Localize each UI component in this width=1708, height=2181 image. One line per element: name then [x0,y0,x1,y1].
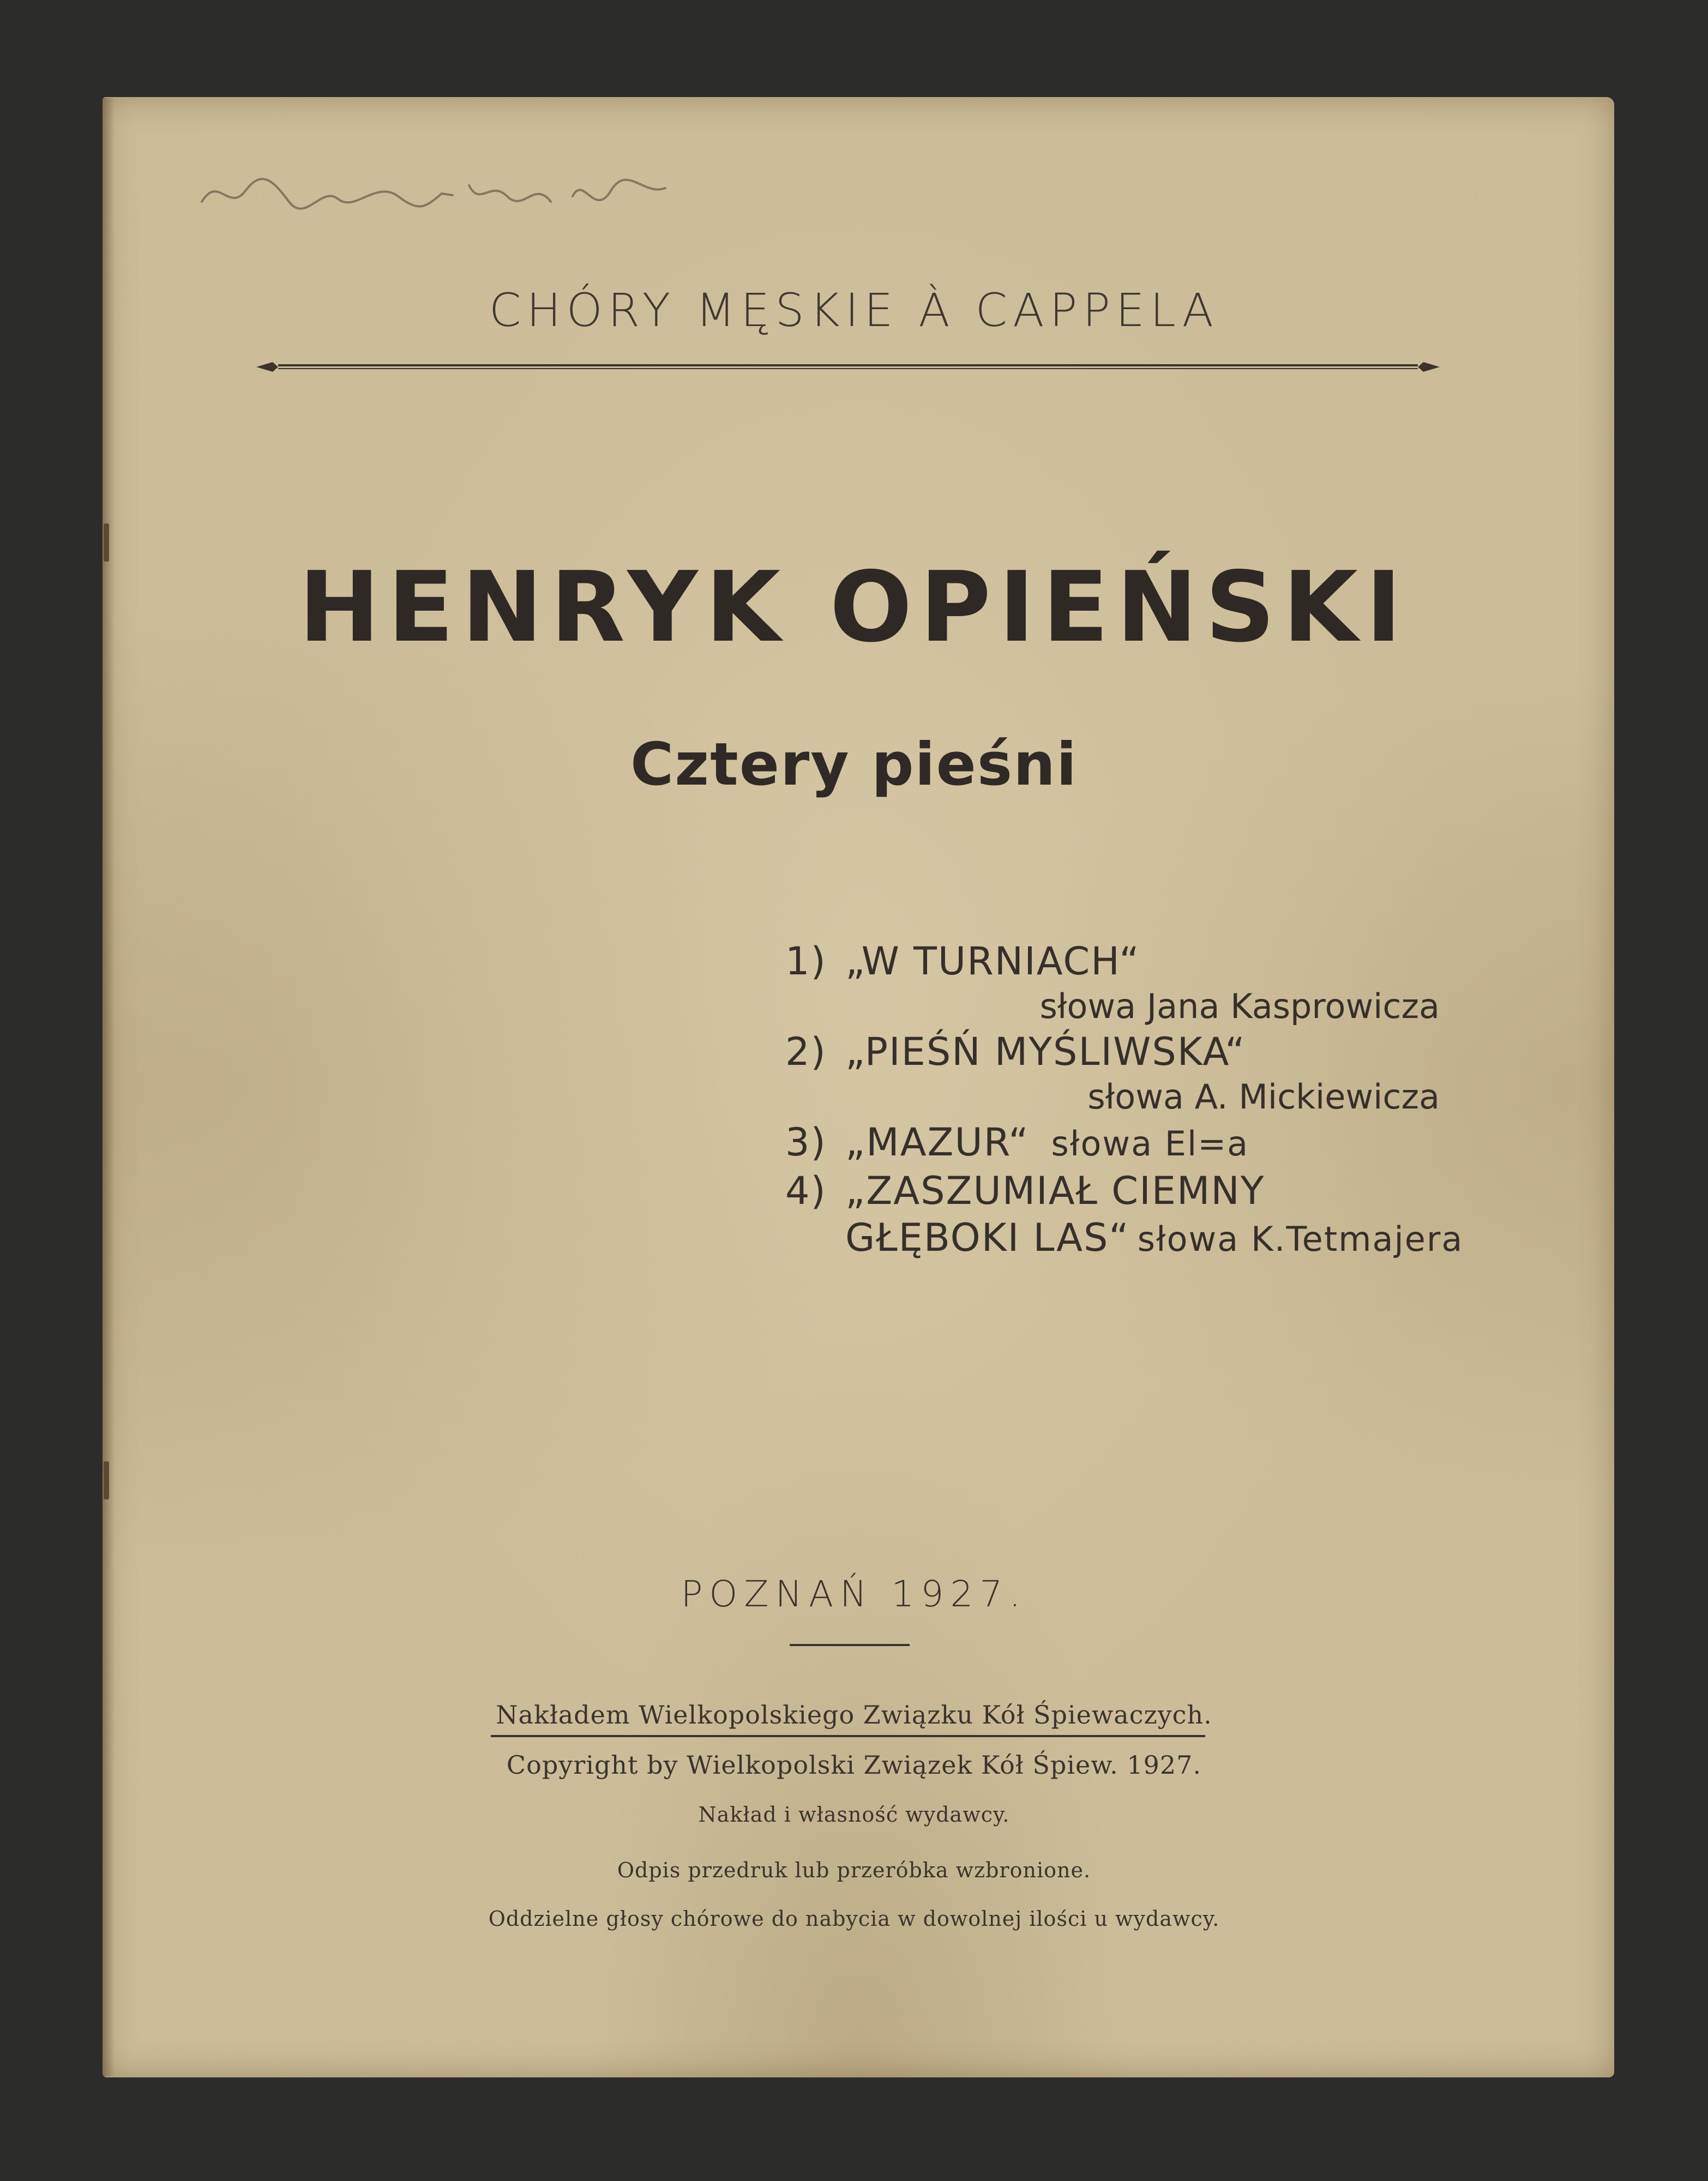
choral-parts-notice: Oddzielne głosy chórowe do nabycia w dowolnej ilości u wydawcy. [488,1907,1220,1931]
song-author: słowa El=a [1051,1124,1249,1164]
song-author: słowa Jana Kasprowicza [1039,986,1440,1026]
song-author: słowa A. Mickiewicza [1087,1077,1440,1117]
song-number: 2) [785,1029,827,1074]
song-title-continued [785,1214,1467,1263]
composer-name: HENRYK OPIEŃSKI [298,551,1410,664]
song-title: „MAZUR“ [845,1120,1030,1165]
list-item [785,1028,1467,1075]
publisher-line: Nakładem Wielkopolskiego Związku Kół Śpiewaczych. [496,1700,1212,1730]
song-title-cont: GŁĘBOKI LAS“ [845,1215,1130,1260]
handwritten-signature [196,164,676,224]
copyright-line: Copyright by Wielkopolski Związek Kół Śpiew. 1927. [506,1750,1202,1780]
reprint-notice: Odpis przedruk lub przeróbka wzbronione. [617,1858,1091,1882]
list-item [785,938,1467,985]
list-item [785,1119,1467,1167]
song-title: „PIEŚŃ MYŚLIWSKA“ [845,1029,1246,1074]
divider [491,1735,1205,1737]
song-title: „ZASZUMIAŁ CIEMNY [845,1168,1265,1213]
work-title: Cztery pieśni [630,731,1078,799]
song-number: 4) [785,1168,827,1213]
place-and-year: POZNAŃ 1927. [681,1573,1027,1615]
edition-line: Nakład i własność wydawcy. [698,1803,1010,1827]
divider [790,1644,910,1646]
song-list [785,938,1467,1263]
song-author: słowa K.Tetmajera [1137,1219,1464,1259]
staple [104,1461,109,1499]
series-title: CHÓRY MĘSKIE À CAPPELA [489,284,1219,337]
song-number: 3) [785,1120,827,1165]
ornamental-rule [256,360,1440,374]
song-title: „W TURNIACH“ [845,939,1140,984]
song-number: 1) [785,939,827,984]
list-item [785,1167,1467,1214]
